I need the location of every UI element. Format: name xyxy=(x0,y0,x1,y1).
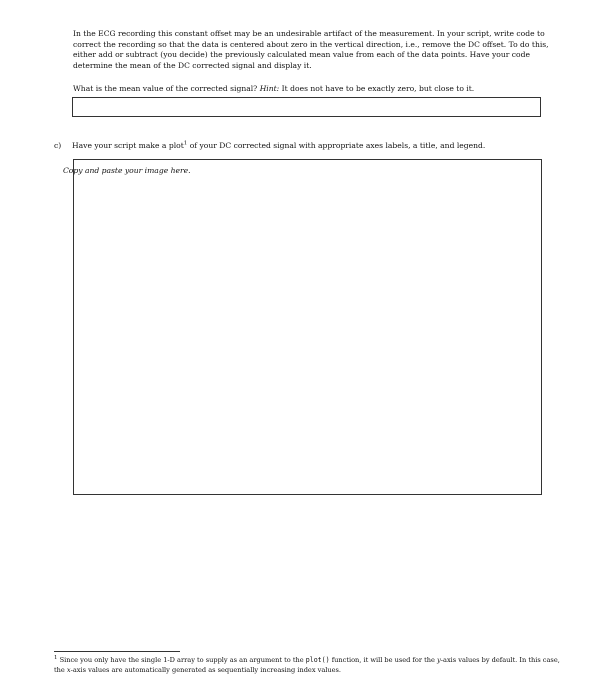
mean-value-question xyxy=(73,84,563,95)
item-c xyxy=(54,141,574,151)
footnote-reference: 1 xyxy=(183,140,188,147)
item-c-text-before: Have your script make a plot xyxy=(72,141,184,150)
instruction-paragraph: In the ECG recording this constant offset may be an undesirable artifact of the measurement. In your script, write code to correct the recording so that the data is centered about zero in the vertical direction, i.e., remove the DC offset. To do this, either add or subtract (you decide) the previously calculated mean value from each of the data points. Have your code determine the mean of the DC corrected signal and display it. xyxy=(73,29,549,70)
footnote-part1: Since you only have the single 1-D array to supply as an argument to the xyxy=(59,656,304,664)
footnote-part3: -axis values by default. In this case, the xyxy=(54,656,560,674)
hint-text: It does not have to be exactly zero, but close to it. xyxy=(281,84,475,93)
hint-label: Hint: xyxy=(259,84,280,93)
footnote xyxy=(54,656,564,675)
image-paste-placeholder: Copy and paste your image here. xyxy=(63,166,191,175)
item-c-marker: c) xyxy=(54,141,62,150)
footnote-part4: -axis values are automatically generated as sequentially increasing index values. xyxy=(70,665,342,674)
footnote-italic-y: y xyxy=(437,656,441,664)
question-text: What is the mean value of the corrected signal? xyxy=(73,84,258,93)
footnote-italic-x: x xyxy=(66,665,71,674)
footnote-code: plot() xyxy=(305,656,330,664)
footnote-divider xyxy=(54,651,180,652)
item-c-text-after: of your DC corrected signal with appropriate axes labels, a title, and legend. xyxy=(189,141,486,150)
footnote-number: 1 xyxy=(54,654,58,661)
mean-value-answer-box[interactable] xyxy=(72,97,541,117)
footnote-part2: function, it will be used for the xyxy=(331,656,435,664)
image-paste-box[interactable] xyxy=(73,159,542,495)
